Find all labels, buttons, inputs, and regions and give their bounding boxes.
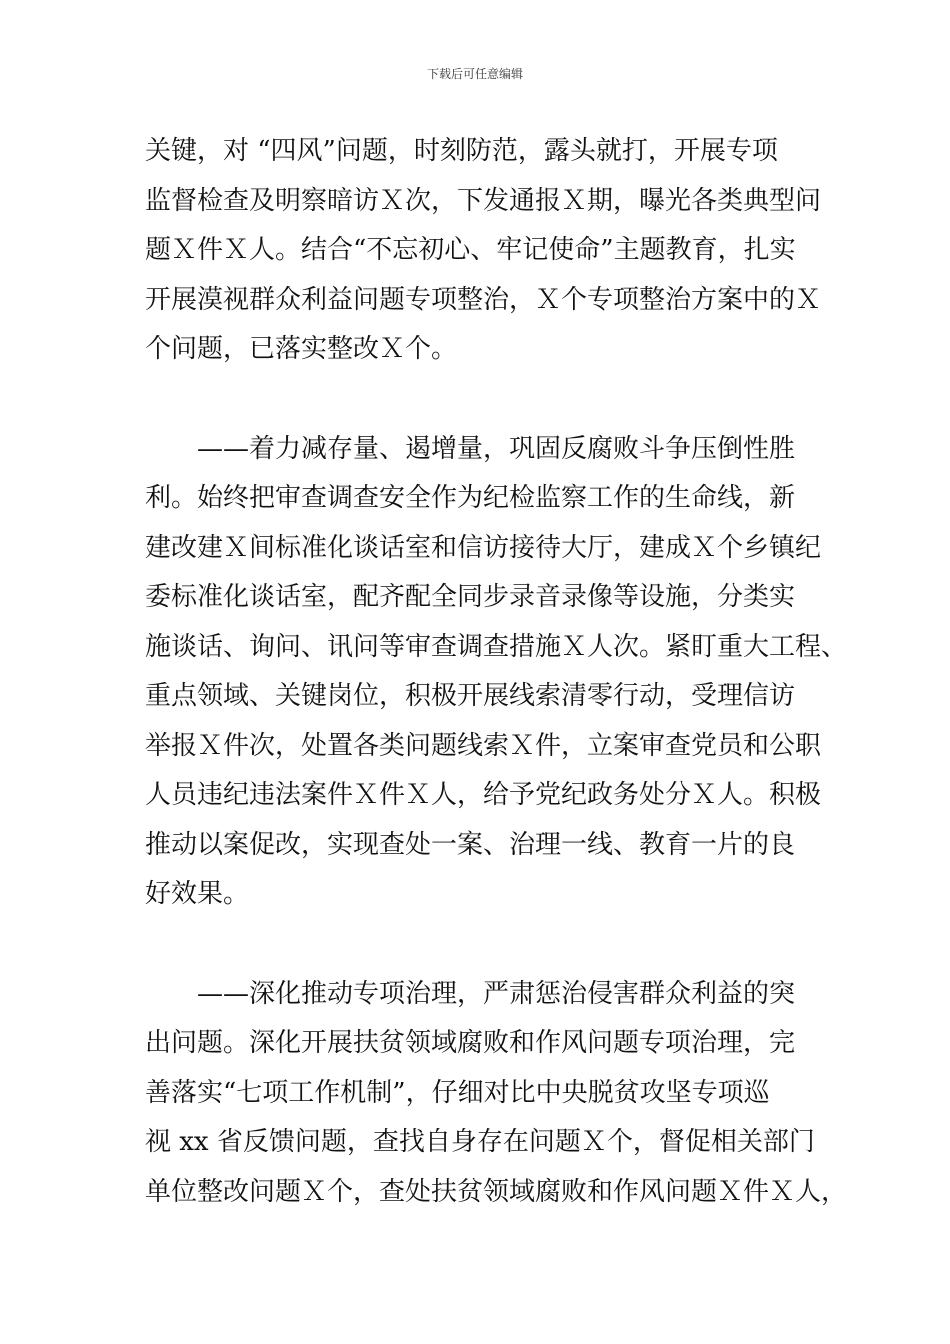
text-line: 好效果。 [145,879,250,909]
text-line: 重点领域、关键岗位，积极开展线索清零行动，受理信访 [145,681,796,711]
paragraph-gap [145,375,835,425]
paragraph-gap [145,920,835,970]
text-line: ——着力减存量、遏增量，巩固反腐败斗争压倒性胜 [145,433,796,464]
document-body [145,127,848,1217]
text-line: 建改建Ｘ间标准化谈话室和信访接待大厅，建成Ｘ个乡镇纪 [145,532,822,563]
text-line: 题Ｘ件Ｘ人。结合“不忘初心、牢记使命”主题教育，扎实 [145,235,796,265]
text-line: 举报Ｘ件次，处置各类问题线索Ｘ件，立案审查党员和公职 [145,730,822,761]
text-line: 利。始终把审查调查安全作为纪检监察工作的生命线，新 [145,483,796,513]
text-line: 监督检查及明察暗访Ｘ次，下发通报Ｘ期，曝光各类典型问 [145,185,822,216]
text-line: 推动以案促改，实现查处一案、治理一线、教育一片的良 [145,829,796,860]
page-header-note: 下载后可任意编辑 [426,67,523,81]
text-line: 视 xx 省反馈问题，查找自身存在问题Ｘ个，督促相关部门 [145,1127,815,1157]
text-line: ——深化推动专项治理，严肃惩治侵害群众利益的突 [145,978,796,1009]
paragraph-2 [145,425,848,920]
text-line: 善落实“七项工作机制”，仔细对比中央脱贫攻坚专项巡 [145,1077,770,1108]
text-line: 出问题。深化开展扶贫领域腐败和作风问题专项治理，完 [145,1028,796,1058]
text-line: 单位整改问题Ｘ个，查处扶贫领域腐败和作风问题Ｘ件Ｘ人， [145,1176,848,1207]
text-line: 开展漠视群众利益问题专项整治，Ｘ个专项整治方案中的Ｘ [145,284,822,315]
text-line: 个问题，已落实整改Ｘ个。 [145,334,458,364]
paragraph-1 [145,127,835,375]
text-line: 人员违纪违法案件Ｘ件Ｘ人，给予党纪政务处分Ｘ人。积极 [145,780,822,810]
text-line: 关键，对 “四风”问题，时刻防范，露头就打，开展专项 [145,136,778,166]
text-line: 委标准化谈话室，配齐配全同步录音录像等设施，分类实 [145,582,796,612]
text-line: 施谈话、询问、讯问等审查调查措施Ｘ人次。紧盯重大工程、 [145,631,848,662]
paragraph-3 [145,970,848,1218]
